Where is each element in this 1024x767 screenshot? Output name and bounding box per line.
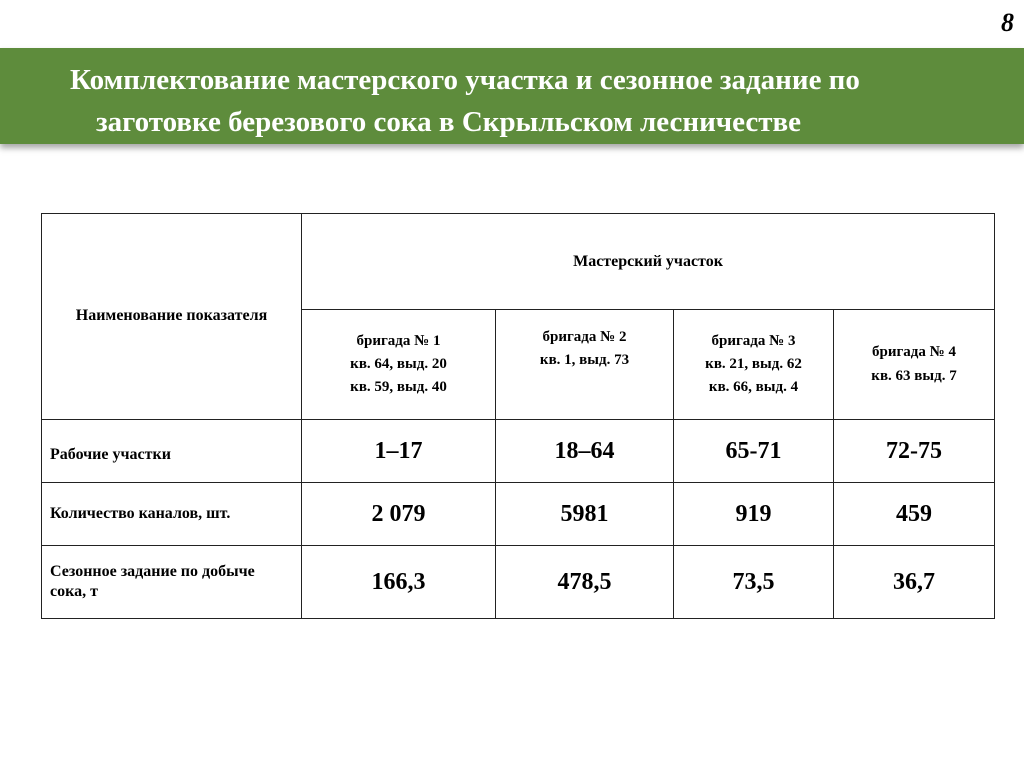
table-cell: 166,3	[302, 546, 496, 619]
table-cell: 2 079	[302, 483, 496, 546]
row-label-channel-count: Количество каналов, шт.	[42, 483, 302, 546]
brigade-header-3: бригада № 3 кв. 21, выд. 62 кв. 66, выд. 4	[674, 310, 834, 420]
table-cell: 18–64	[496, 420, 674, 483]
row-label-seasonal-task: Сезонное задание по добыче сока, т	[42, 546, 302, 619]
brigade-header-2: бригада № 2 кв. 1, выд. 73	[496, 310, 674, 420]
table-cell: 919	[674, 483, 834, 546]
table-row	[42, 483, 995, 546]
brigade-header-1: бригада № 1 кв. 64, выд. 20 кв. 59, выд. 40	[302, 310, 496, 420]
table-cell: 65-71	[674, 420, 834, 483]
brigade-table	[41, 213, 995, 619]
brigade-header-4: бригада № 4 кв. 63 выд. 7	[834, 310, 995, 420]
table-cell: 72-75	[834, 420, 995, 483]
table-cell: 478,5	[496, 546, 674, 619]
table-cell: 36,7	[834, 546, 995, 619]
slide-title-line-2: заготовке березового сока в Скрыльском лесничестве	[96, 106, 802, 138]
table-cell: 5981	[496, 483, 674, 546]
slide-number: 8	[1001, 8, 1014, 37]
table-cell: 1–17	[302, 420, 496, 483]
slide-title-line-1: Комплектование мастерского участка и сезонное задание по	[70, 64, 860, 96]
workshop-section-header: Мастерский участок	[302, 214, 995, 310]
table-cell: 459	[834, 483, 995, 546]
row-label-work-plots: Рабочие участки	[42, 420, 302, 483]
indicator-header: Наименование показателя	[42, 214, 302, 420]
table-row	[42, 420, 995, 483]
table-cell: 73,5	[674, 546, 834, 619]
table-row	[42, 546, 995, 619]
